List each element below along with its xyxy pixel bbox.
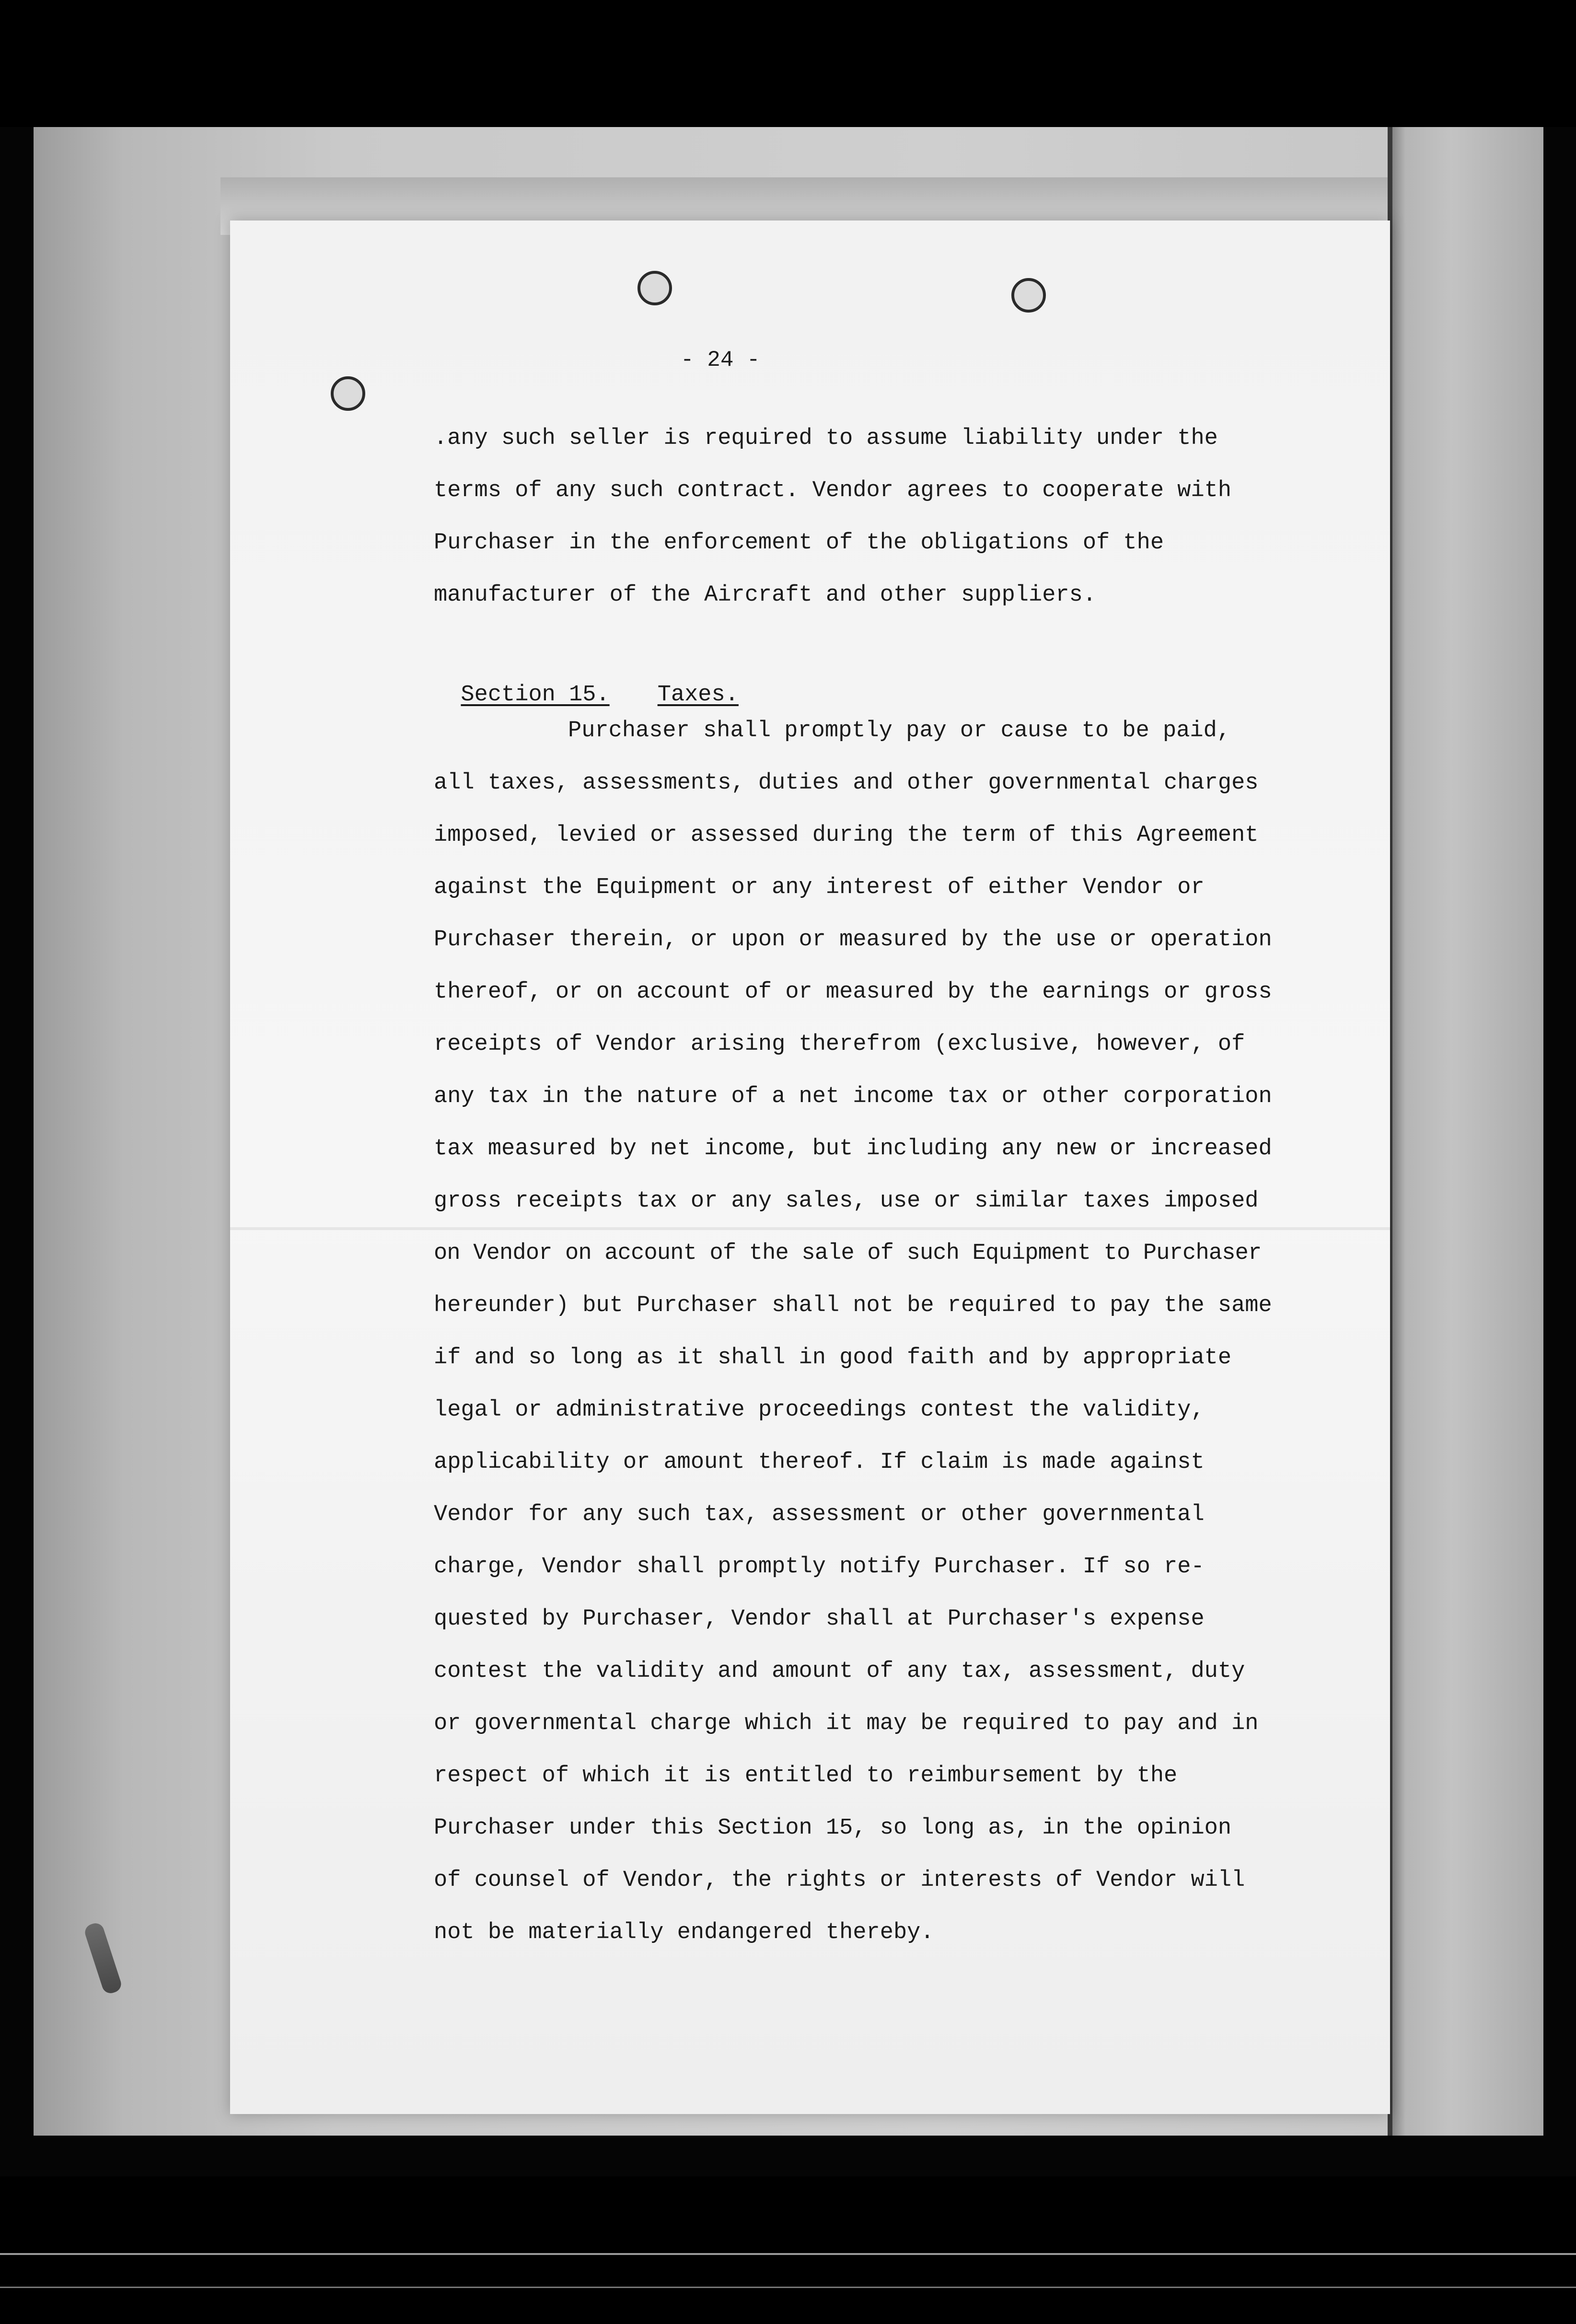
text-line: tax measured by net income, but including any new or increased xyxy=(434,1136,1272,1162)
film-bottom-border xyxy=(0,2176,1576,2324)
text-line: imposed, levied or assessed during the term of this Agreement xyxy=(434,823,1259,848)
text-line: any tax in the nature of a net income tax or other corporation xyxy=(434,1084,1272,1109)
text-line: not be materially endangered thereby. xyxy=(434,1920,934,1945)
text-line: thereof, or on account of or measured by the earnings or gross xyxy=(434,979,1272,1005)
page-number: - 24 - xyxy=(681,348,760,372)
binding-strip xyxy=(1390,127,1543,2136)
text-line: applicability or amount thereof. If claim is made against xyxy=(434,1450,1205,1475)
punch-hole xyxy=(1011,278,1046,313)
text-line: Purchaser shall promptly pay or cause to be paid, xyxy=(568,718,1231,744)
text-line: charge, Vendor shall promptly notify Purchaser. If so re- xyxy=(434,1554,1205,1580)
text-line: Purchaser in the enforcement of the obligations of the xyxy=(434,530,1164,556)
film-line xyxy=(0,2287,1576,2288)
text-line: quested by Purchaser, Vendor shall at Purchaser's expense xyxy=(434,1606,1205,1632)
punch-hole xyxy=(637,271,672,305)
text-line: legal or administrative proceedings contest the validity, xyxy=(434,1397,1205,1423)
text-line: against the Equipment or any interest of either Vendor or xyxy=(434,875,1205,900)
text-line: .any such seller is required to assume liability under the xyxy=(434,426,1218,451)
text-line: receipts of Vendor arising therefrom (exclusive, however, of xyxy=(434,1032,1245,1057)
text-line: all taxes, assessments, duties and other governmental charges xyxy=(434,770,1259,796)
punch-hole xyxy=(331,376,365,411)
film-line xyxy=(0,2253,1576,2255)
text-line: of counsel of Vendor, the rights or interests of Vendor will xyxy=(434,1868,1245,1893)
text-line: on Vendor on account of the sale of such Equipment to Purchaser xyxy=(434,1241,1262,1266)
text-line: terms of any such contract. Vendor agrees to cooperate with xyxy=(434,478,1232,503)
text-line: contest the validity and amount of any tax, assessment, duty xyxy=(434,1659,1245,1684)
section-number: Section 15. xyxy=(461,682,610,708)
text-line: or governmental charge which it may be required to pay and in xyxy=(434,1711,1259,1736)
section-heading xyxy=(434,657,739,708)
text-line: respect of which it is entitled to reimbursement by the xyxy=(434,1763,1178,1789)
text-line: manufacturer of the Aircraft and other suppliers. xyxy=(434,582,1097,608)
text-line: if and so long as it shall in good faith and by appropriate xyxy=(434,1345,1232,1371)
paragraph-continued xyxy=(434,412,1344,621)
section-title: Taxes. xyxy=(657,682,739,708)
text-line: Purchaser under this Section 15, so long as, in the opinion xyxy=(434,1815,1232,1841)
text-line: hereunder) but Purchaser shall not be required to pay the same xyxy=(434,1293,1272,1318)
film-top-border xyxy=(0,0,1576,127)
text-line: gross receipts tax or any sales, use or similar taxes imposed xyxy=(434,1188,1259,1214)
paragraph-taxes xyxy=(434,705,1344,1959)
text-line: Purchaser therein, or upon or measured by the use or operation xyxy=(434,927,1272,953)
text-line: Vendor for any such tax, assessment or other governmental xyxy=(434,1502,1205,1527)
